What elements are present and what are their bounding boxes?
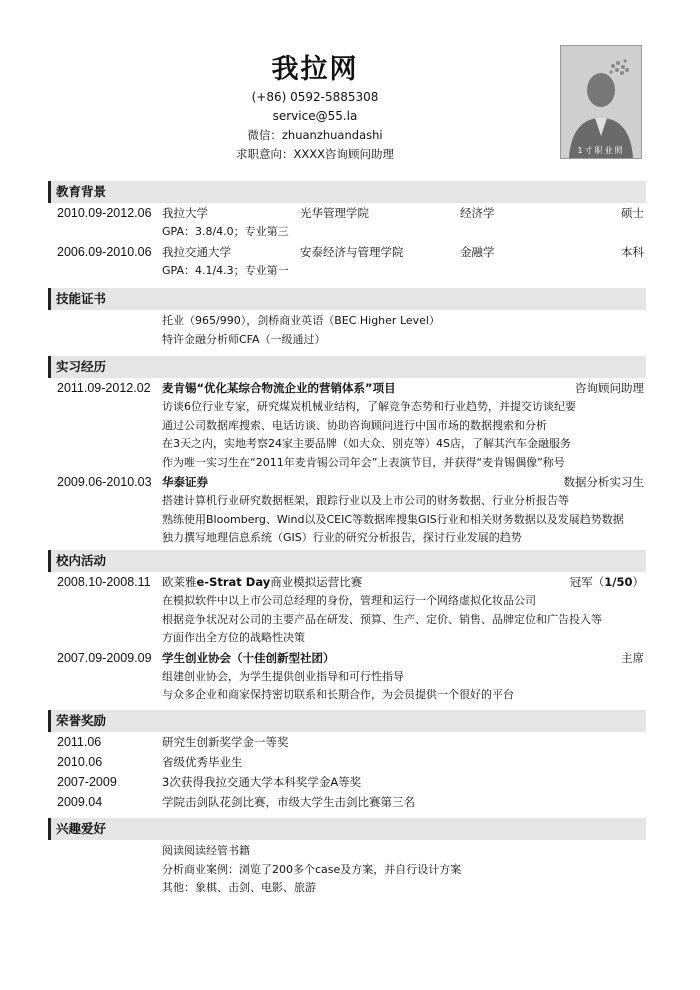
detail-line (48, 435, 646, 454)
internship-section (48, 356, 646, 548)
candidate-name: 我拉网 (271, 54, 359, 85)
section-title: 荣誉奖励 (48, 710, 646, 732)
honor-text: 研究生创新奖学金一等奖 (162, 735, 289, 749)
org-name: 学生创业协会（十佳创新型社团） (162, 650, 335, 665)
education-section (48, 181, 646, 280)
entry-date: 2010.06 (57, 755, 103, 769)
honor-entry (48, 752, 646, 772)
skill-text: 特许金融分析师CFA（一级通过） (162, 332, 326, 346)
detail-line (48, 454, 646, 473)
detail-text: 在3天之内，实地考察24家主要品牌（如大众、别克等）4S店，了解其汽车金融服务 (162, 437, 571, 450)
entry-date: 2007.09-2009.09 (57, 650, 152, 665)
detail-line (48, 592, 646, 611)
profile-photo-placeholder (560, 45, 642, 159)
section-title: 技能证书 (48, 288, 646, 310)
gpa-line (48, 223, 646, 242)
honor-text: 学院击剑队花剑比赛，市级大学生击剑比赛第三名 (162, 795, 415, 809)
detail-text: 访谈6位行业专家，研究煤炭机械业结构，了解竞争态势和行业趋势，并提交访谈纪要 (162, 400, 576, 413)
hobbies-section (48, 818, 646, 898)
honor-text: 省级优秀毕业生 (162, 755, 243, 769)
section-title: 兴趣爱好 (48, 818, 646, 840)
hobby-line (48, 861, 646, 880)
detail-text: 搭建计算机行业研究数据框架，跟踪行业以及上市公司的财务数据、行业分析报告等 (162, 494, 569, 507)
org-bold: e-Strat Day (196, 575, 271, 589)
skill-line (48, 312, 646, 331)
email-address: service@55.la (272, 109, 358, 123)
campus-entry (48, 572, 646, 592)
detail-text: 独力撰写地理信息系统（GIS）行业的研究分析报告，探讨行业发展的趋势 (162, 531, 522, 544)
role-name: 主席 (621, 650, 644, 665)
hobby-text: 其他：象棋、击剑、电影、旅游 (162, 881, 316, 894)
detail-text: 在模拟软件中以上市公司总经理的身份，管理和运行一个网络虚拟化妆品公司 (162, 594, 536, 607)
hobby-line (48, 879, 646, 898)
photo-caption: 1寸职业照 (577, 146, 625, 155)
section-title: 教育背景 (48, 181, 646, 203)
detail-line (48, 398, 646, 417)
org-suffix: 商业模拟运营比赛 (270, 575, 363, 589)
detail-line (48, 629, 646, 648)
entry-date: 2010.09-2012.06 (57, 206, 152, 220)
detail-line (48, 686, 646, 705)
honor-entry (48, 732, 646, 752)
phone-number: (+86) 0592-5885308 (251, 90, 379, 104)
org-prefix: 欧莱雅 (162, 575, 197, 589)
honor-text: 3次获得我拉交通大学本科奖学金A等奖 (162, 775, 362, 789)
role-name: 咨询顾问助理 (575, 381, 644, 395)
skills-section (48, 288, 646, 349)
hobby-text: 分析商业案例：浏览了200多个case及方案，并自行设计方案 (162, 862, 462, 876)
hobby-line (48, 842, 646, 861)
major-name: 经济学 (460, 206, 495, 220)
detail-text: 根据竞争状况对公司的主要产品在研发、预算、生产、定价、销售、品牌定位和广告投入等 (162, 612, 602, 626)
entry-date: 2011.06 (57, 735, 102, 749)
role-suffix: ） (632, 575, 644, 589)
role-prefix: 冠军（ (569, 575, 605, 589)
gpa-text: GPA：4.1/4.3；专业第一 (162, 263, 289, 277)
detail-text: 通过公司数据库搜索、电话访谈、协助咨询顾问进行中国市场的数据搜索和分析 (162, 418, 547, 432)
detail-text: 方面作出全方位的战略性决策 (162, 631, 305, 644)
detail-line (48, 492, 646, 511)
degree-name: 硕士 (621, 206, 644, 220)
college-name: 光华管理学院 (300, 206, 369, 220)
detail-line (48, 611, 646, 630)
detail-line (48, 511, 646, 530)
internship-entry (48, 472, 646, 492)
honor-entry (48, 792, 646, 812)
entry-date: 2008.10-2008.11 (57, 575, 151, 589)
degree-name: 本科 (621, 244, 644, 259)
detail-line (48, 529, 646, 548)
campus-entry (48, 648, 646, 668)
org-name: 麦肯锡“优化某综合物流企业的营销体系”项目 (162, 381, 396, 395)
entry-date: 2009.06-2010.03 (57, 475, 152, 489)
school-name: 我拉大学 (162, 206, 208, 220)
honor-entry (48, 772, 646, 792)
skill-text: 托业（965/990），剑桥商业英语（BEC Higher Level） (162, 314, 440, 327)
major-name: 金融学 (460, 244, 495, 259)
gpa-line (48, 262, 646, 281)
hobby-text: 阅读阅读经管书籍 (162, 844, 250, 857)
job-objective: 求职意向：XXXX咨询顾问助理 (235, 147, 394, 161)
resume-header (150, 52, 480, 164)
entry-date: 2009.04 (57, 795, 103, 809)
internship-entry (48, 378, 646, 398)
detail-line (48, 417, 646, 436)
org-name: 华泰证券 (162, 475, 208, 489)
entry-date: 2007-2009 (57, 775, 117, 789)
role-name: 数据分析实习生 (563, 475, 644, 489)
education-entry (48, 203, 646, 223)
detail-text: 与众多企业和商家保持密切联系和长期合作，为会员提供一个很好的平台 (162, 688, 514, 701)
role-name (570, 572, 644, 592)
entry-date: 2006.09-2010.06 (57, 244, 152, 259)
education-entry (48, 242, 646, 262)
section-title: 实习经历 (48, 356, 646, 378)
honors-section (48, 710, 646, 812)
avatar-silhouette-icon (561, 46, 641, 158)
gpa-text: GPA：3.8/4.0；专业第三 (162, 225, 289, 238)
org-name (162, 572, 362, 592)
school-name: 我拉交通大学 (162, 244, 231, 259)
detail-text: 作为唯一实习生在“2011年麦肯锡公司年会”上表演节目，并获得“麦肯锡偶像”称号 (162, 455, 565, 469)
campus-section (48, 550, 646, 705)
wechat-id: 微信：zhuanzhuandashi (247, 128, 383, 142)
skill-line (48, 331, 646, 350)
college-name: 安泰经济与管理学院 (300, 244, 404, 259)
section-title: 校内活动 (48, 550, 646, 572)
entry-date: 2011.09-2012.02 (57, 381, 151, 395)
detail-text: 组建创业协会，为学生提供创业指导和可行性指导 (162, 669, 404, 683)
role-bold: 1/50 (604, 575, 633, 589)
detail-line (48, 668, 646, 687)
detail-text: 熟练使用Bloomberg、Wind以及CEIC等数据库搜集GIS行业和相关财务数据以及发展趋势数据 (162, 512, 624, 526)
